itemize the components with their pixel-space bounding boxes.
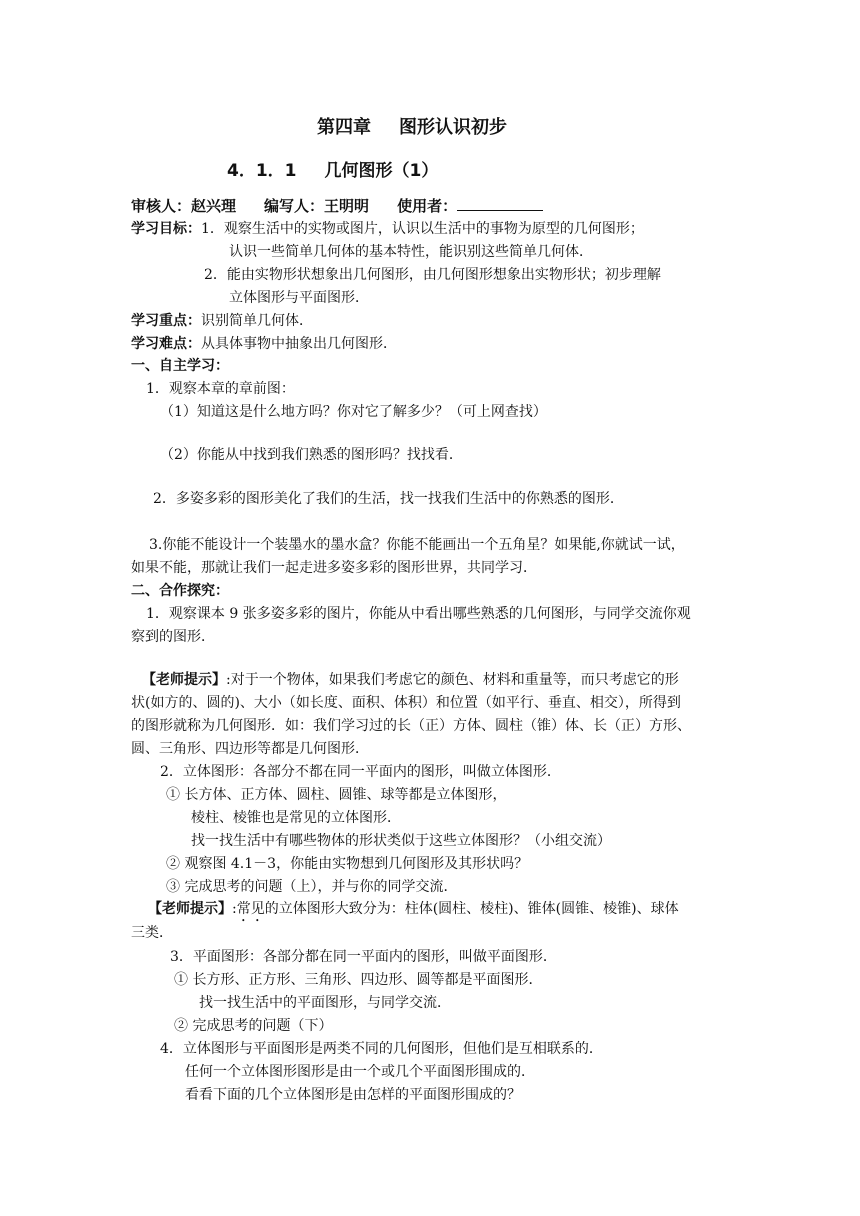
goals-line-1	[131, 220, 644, 238]
section-number: 4．1．1	[227, 161, 297, 181]
self-study-q1a: （1）知道这是什么地方吗？你对它了解多少？（可上网查找）	[160, 404, 547, 420]
writer-label: 编写人：	[264, 197, 325, 215]
self-study-q1: 1．观察本章的章前图：	[146, 381, 295, 397]
cooperate-heading: 二、合作探究：	[131, 583, 229, 599]
self-study-heading: 一、自主学习：	[131, 358, 229, 374]
teacher-tip-2-colon: :	[232, 901, 237, 917]
focus-line	[131, 312, 313, 330]
teacher-tip-1-line-3: 的图形就称为几何图形．如：我们学习过的长（正）方体、圆柱（锥）体、长（正）方形、	[131, 718, 691, 734]
teacher-tip-2-line-2: 三类．	[131, 925, 173, 941]
self-study-q1b: （2）你能从中找到我们熟悉的图形吗？找找看．	[160, 447, 463, 463]
cooperate-p2-2: ② 观察图 4.1－3，你能由实物想到几何图形及其形状吗？	[166, 856, 529, 872]
cooperate-p2-1c: 找一找生活中有哪些物体的形状类似于这些立体图形？（小组交流）	[191, 833, 611, 849]
teacher-tip-2-emphasis: 常见	[236, 901, 265, 917]
goal-2b: 立体图形与平面图形．	[229, 290, 369, 306]
section-name: 几何图形（1）	[324, 161, 439, 181]
teacher-tip-1-label: 【老师提示】	[142, 672, 226, 688]
teacher-tip-2-label: 【老师提示】	[148, 901, 232, 917]
teacher-tip-1-line-1	[142, 671, 679, 689]
self-study-q3b: 如果不能，那就让我们一起走进多姿多彩的图形世界，共同学习．	[131, 560, 537, 576]
goals-label: 学习目标：	[131, 221, 201, 237]
cooperate-p3-2: ② 完成思考的问题（下）	[174, 1018, 333, 1034]
goal-1a: 1．观察生活中的实物或图片，认识以生活中的事物为原型的几何图形；	[201, 221, 644, 237]
page-title	[317, 117, 507, 139]
authors-line	[131, 196, 543, 216]
teacher-tip-2-text: 的立体图形大致分为：柱体(圆柱、棱柱)、锥体(圆锥、棱锥)、球体	[264, 901, 679, 917]
teacher-tip-2-line-1	[148, 900, 679, 925]
cooperate-p3-1a: ① 长方形、正方形、三角形、四边形、圆等都是平面图形．	[174, 972, 543, 988]
reviewer-name: 赵兴理	[191, 197, 237, 215]
self-study-q3a: 3.你能不能设计一个装墨水的墨水盒？你能不能画出一个五角星？如果能,你就试一试，	[149, 537, 685, 553]
teacher-tip-1-text: :对于一个物体，如果我们考虑它的颜色、材料和重量等，而只考虑它的形	[226, 672, 679, 688]
difficulty-label: 学习难点：	[131, 336, 201, 352]
teacher-tip-1-line-2: 状(如方的、圆的)、大小（如长度、面积、体积）和位置（如平行、垂直、相交），所得到	[131, 695, 681, 711]
cooperate-p2: 2．立体图形：各部分不都在同一平面内的图形，叫做立体图形．	[160, 764, 561, 780]
teacher-tip-1-line-4: 圆、三角形、四边形等都是几何图形．	[131, 741, 369, 757]
chapter-number: 第四章	[317, 117, 371, 138]
user-blank	[457, 196, 543, 211]
cooperate-p4b: 任何一个立体图形图形是由一个或几个平面图形围成的．	[185, 1064, 535, 1080]
cooperate-p1b: 察到的图形．	[131, 629, 215, 645]
cooperate-p1a: 1．观察课本 9 张多姿多彩的图片，你能从中看出哪些熟悉的几何图形，与同学交流你观	[146, 606, 691, 622]
writer-name: 王明明	[324, 197, 370, 215]
difficulty-line	[131, 335, 397, 353]
cooperate-p2-1a: ① 长方体、正方体、圆柱、圆锥、球等都是立体图形，	[166, 787, 507, 803]
cooperate-p2-3: ③ 完成思考的问题（上），并与你的同学交流．	[166, 879, 458, 895]
user-label: 使用者：	[397, 197, 458, 215]
cooperate-p4a: 4．立体图形与平面图形是两类不同的几何图形，但他们是互相联系的．	[160, 1041, 603, 1057]
goal-1b: 认识一些简单几何体的基本特性，能识别这些简单几何体．	[229, 244, 593, 260]
cooperate-p4c: 看看下面的几个立体图形是由怎样的平面图形围成的？	[185, 1087, 521, 1103]
cooperate-p2-1b: 棱柱、棱锥也是常见的立体图形．	[191, 810, 401, 826]
chapter-name: 图形认识初步	[399, 117, 507, 138]
cooperate-p3-1b: 找一找生活中的平面图形，与同学交流．	[199, 995, 451, 1011]
difficulty-text: 从具体事物中抽象出几何图形．	[201, 336, 397, 352]
focus-label: 学习重点：	[131, 313, 201, 329]
cooperate-p3: 3．平面图形：各部分都在同一平面内的图形，叫做平面图形．	[170, 949, 557, 965]
self-study-q2: 2．多姿多彩的图形美化了我们的生活，找一找我们生活中的你熟悉的图形．	[153, 491, 624, 507]
section-title	[227, 160, 438, 182]
goal-2a: 2．能由实物形状想象出几何图形，由几何图形想象出实物形状；初步理解	[204, 267, 661, 283]
focus-text: 识别简单几何体．	[201, 313, 313, 329]
reviewer-label: 审核人：	[131, 197, 192, 215]
